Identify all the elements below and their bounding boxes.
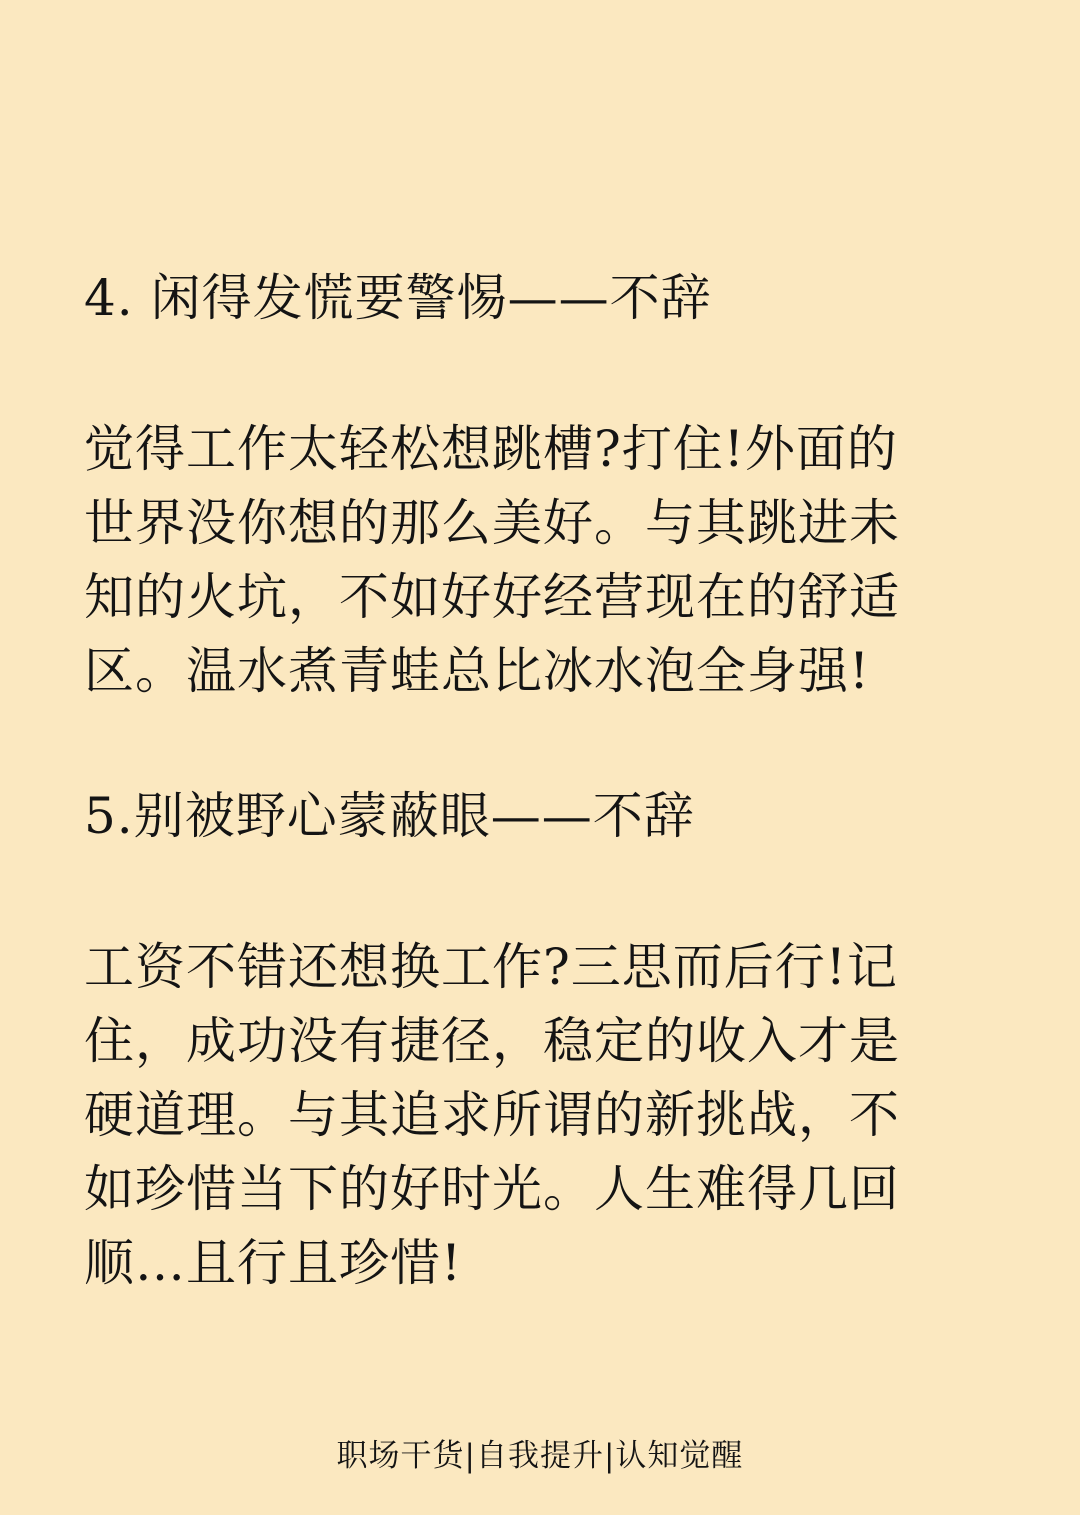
section-4-heading: 4. 闲得发慌要警惕——不辞 bbox=[84, 269, 712, 327]
section-5-line-5: 顺…且行且珍惜! bbox=[84, 1234, 463, 1292]
section-4-line-3: 知的火坑，不如好好经营现在的舒适 bbox=[84, 568, 900, 626]
section-4-line-1: 觉得工作太轻松想跳槽?打住!外面的 bbox=[84, 420, 898, 478]
section-5-line-4: 如珍惜当下的好时光。人生难得几回 bbox=[84, 1160, 900, 1218]
section-5-line-3: 硬道理。与其追求所谓的新挑战，不 bbox=[84, 1086, 900, 1144]
section-5-line-2: 住，成功没有捷径，稳定的收入才是 bbox=[84, 1012, 900, 1070]
section-5-heading: 5.别被野心蒙蔽眼——不辞 bbox=[84, 787, 695, 845]
footer-tags: 职场干货|自我提升|认知觉醒 bbox=[336, 1438, 744, 1474]
section-4-paragraph bbox=[84, 412, 1004, 708]
section-4-line-4: 区。温水煮青蛙总比冰水泡全身强! bbox=[84, 642, 871, 700]
section-4-line-2: 世界没你想的那么美好。与其跳进未 bbox=[84, 494, 900, 552]
section-5-line-1: 工资不错还想换工作?三思而后行!记 bbox=[84, 938, 898, 996]
section-5-paragraph bbox=[84, 930, 1004, 1300]
